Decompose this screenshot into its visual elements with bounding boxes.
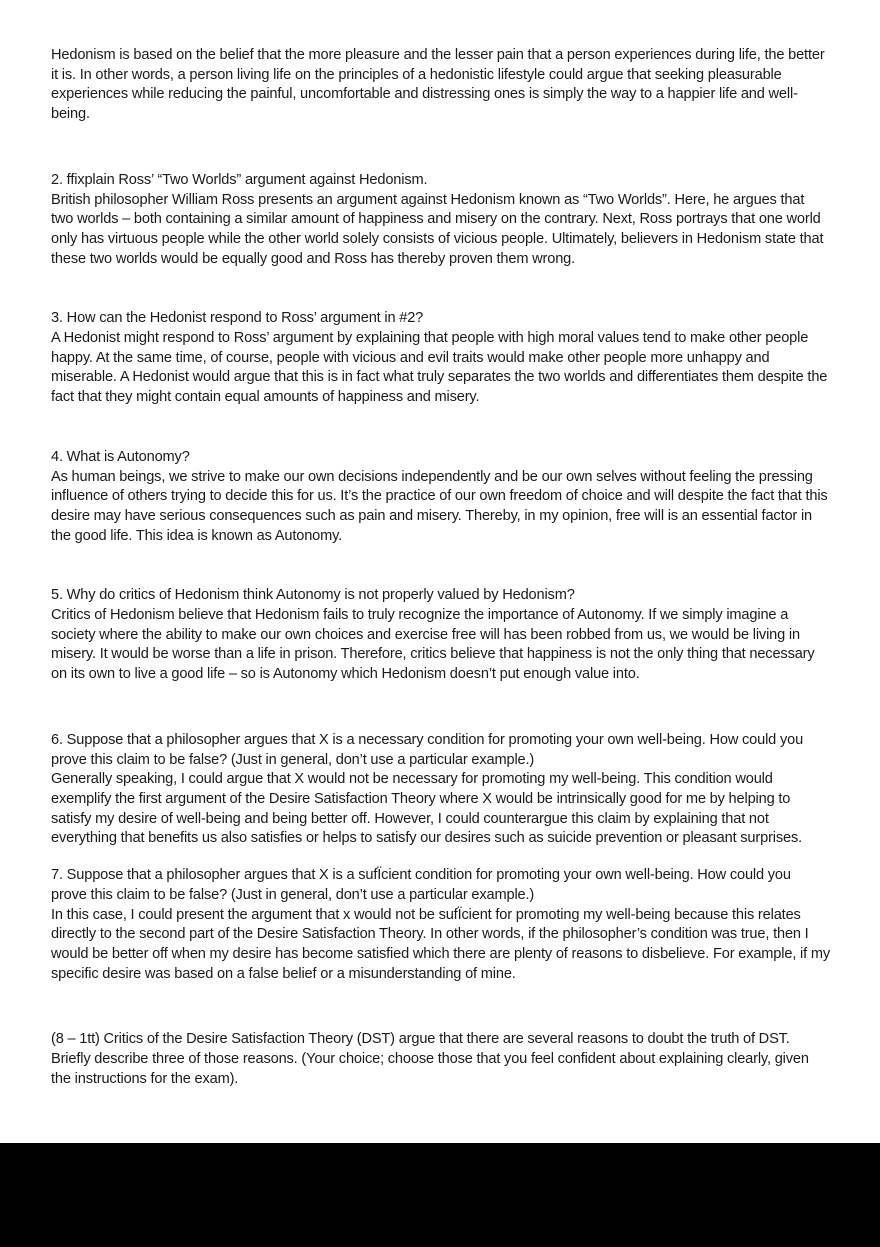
question-5-group [51, 586, 830, 685]
spacer [51, 269, 830, 309]
question-2-group [51, 171, 830, 270]
question-4-answer: As human beings, we strive to make our own decisions independently and be our own selves without feeling the pressing influence of others trying to decide this for us. It’s the practice of our own freedom of choice and will despite the fact that this desire may have serious consequences such as pain and misery. Thereby, in my opinion, free will is an essential factor in the good life. This idea is known as Autonomy. [51, 468, 828, 544]
page-footer-bar [0, 1143, 880, 1247]
question-5-prompt: 5. Why do critics of Hedonism think Autonomy is not properly valued by Hedonism? [51, 587, 575, 604]
question-8-prompt: (8 – 1tt) Critics of the Desire Satisfaction Theory (DST) argue that there are several reasons to doubt the truth of DST. Briefly describe three of those reasons. (Your choice; choose those that you feel confident about explaining clearly, given the instructions for the exam). [51, 1031, 809, 1087]
question-7-group [51, 866, 830, 984]
intro-paragraph [51, 46, 830, 125]
question-7-answer: In this case, I could present the argument that x would not be sufÏcient for promoting my well-being because this relates directly to the second part of the Desire Satisfaction Theory. In other words, if the philosopher’s condition was true, then I would be better off when my desire has become satisfied which there are plenty of reasons to disbelieve. For example, if my specific desire was based on a false belief or a misunderstanding of mine. [51, 906, 831, 982]
question-4-group [51, 448, 830, 547]
spacer [51, 546, 830, 586]
question-2-answer: British philosopher William Ross presents an argument against Hedonism known as “Two Worlds”. Here, he argues that two worlds – both containing a similar amount of happiness and misery on the contrary. Next, Ross portrays that one world only has virtuous people while the other world solely consists of vicious people. Ultimately, believers in Hedonism state that these two worlds would be equally good and Ross has thereby proven them wrong. [51, 191, 824, 267]
question-3-answer: A Hedonist might respond to Ross’ argument by explaining that people with high moral values tend to make other people happy. At the same time, of course, people with vicious and evil traits would make other people more unhappy and miserable. A Hedonist would argue that this is in fact what truly separates the two worlds and differentiates them despite the fact that they might contain equal amounts of happiness and misery. [51, 330, 828, 406]
question-2-prompt: 2. ffixplain Ross’ “Two Worlds” argument against Hedonism. [51, 171, 428, 188]
question-7-prompt: 7. Suppose that a philosopher argues that X is a sufÏcient condition for promoting your own well-being. How could you prove this claim to be false? (Just in general, don’t use a particular example.) [51, 867, 791, 903]
spacer [51, 849, 830, 866]
question-4-prompt: 4. What is Autonomy? [51, 448, 190, 465]
document-text-column [51, 46, 830, 1089]
question-6-answer: Generally speaking, I could argue that X would not be necessary for promoting my well-being. This condition would exemplify the first argument of the Desire Satisfaction Theory where X would be intrinsically good for me by helping to satisfy my desire of well-being and being better off. However, I could counterargue this claim by explaining that not everything that benefits us also satisfies or helps to satisfy our desires such as suicide prevention or pleasant surprises. [51, 771, 803, 847]
question-8-group [51, 1030, 830, 1089]
question-5-answer: Critics of Hedonism believe that Hedonism fails to truly recognize the importance of Autonomy. If we simply imagine a society where the ability to make our own choices and exercise free will has been robbed from us, we would be living in misery. It would be worse than a life in prison. Therefore, critics believe that happiness is not the only thing that necessary on its own to live a good life – so is Autonomy which Hedonism doesn’t put enough value into. [51, 607, 815, 683]
spacer [51, 685, 830, 731]
question-6-prompt: 6. Suppose that a philosopher argues that X is a necessary condition for promoting your own well-being. How could you prove this claim to be false? (Just in general, don’t use a particular example.) [51, 731, 804, 768]
question-6-group [51, 731, 830, 849]
intro-body: Hedonism is based on the belief that the more pleasure and the lesser pain that a person experiences during life, the better it is. In other words, a person living life on the principles of a hedonistic lifestyle could argue that seeking pleasurable experiences while reducing the painful, uncomfortable and distressing ones is simply the way to a happier life and well-being. [51, 47, 825, 123]
question-3-group [51, 309, 830, 408]
question-3-prompt: 3. How can the Hedonist respond to Ross’ argument in #2? [51, 310, 424, 327]
spacer [51, 125, 830, 171]
spacer [51, 984, 830, 1030]
spacer [51, 408, 830, 448]
